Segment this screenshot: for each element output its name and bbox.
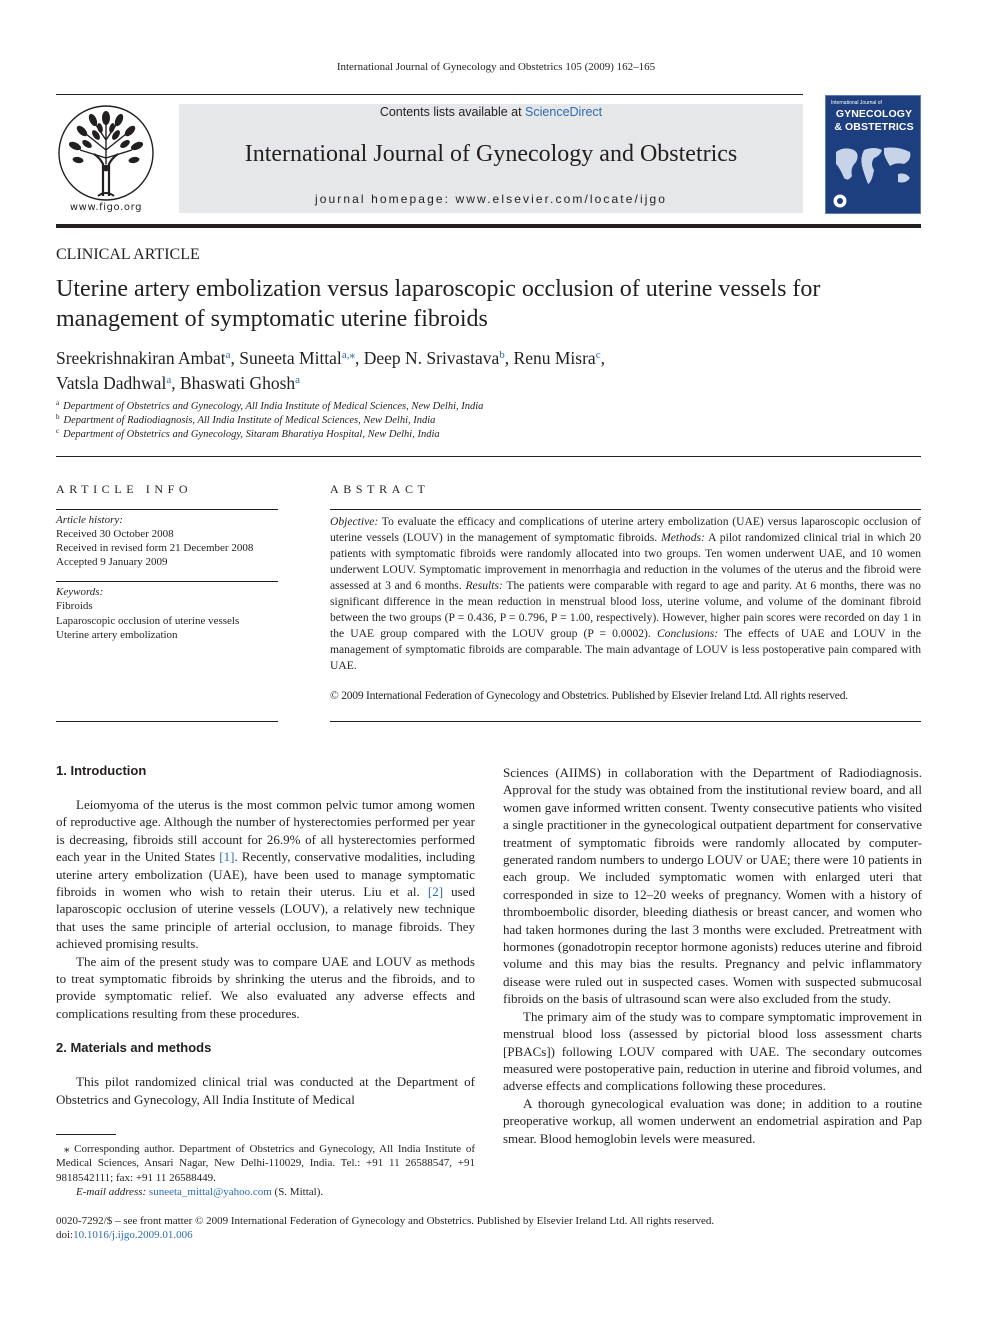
methods-paragraph: The primary aim of the study was to compare symptomatic improvement in menstrual blood loss (assessed by pictorial blood loss assessment charts [PBACs]) following LOUV compared with UAE. The secondary outcomes measured were postoperative pain, reduction in uterine and fibroid volumes, and adverse effects and complications following these procedures. [503, 1008, 922, 1094]
running-head: International Journal of Gynecology and Obstetrics 105 (2009) 162–165 [336, 61, 656, 73]
intro-paragraph: The aim of the present study was to compare UAE and LOUV as methods to treat symptomatic fibroids by shrinking the uterus and the fibroids, and to provide symptomatic relief. We also evaluated any adverse effects and complications resulting from these procedures. [56, 953, 475, 1021]
abstract-rule [330, 721, 921, 722]
article-info-rule [56, 581, 278, 582]
doi-prefix: doi: [56, 1229, 74, 1242]
journal-homepage[interactable]: journal homepage: www.elsevier.com/locate/ijgo [314, 192, 668, 206]
figo-tree-logo[interactable] [56, 104, 156, 214]
methods-paragraph: A thorough gynecological evaluation was done; in addition to a routine preoperative workup, all women underwent an endometrial aspiration and Pap smear. Blood hemoglobin levels were measured. [503, 1095, 922, 1146]
author-name[interactable]: Renu Misra [513, 348, 596, 368]
author-name[interactable]: Vatsla Dadhwal [56, 373, 167, 393]
section-heading-introduction: 1. Introduction [56, 763, 147, 778]
keyword[interactable]: Fibroids [56, 600, 93, 612]
section-heading-methods: 2. Materials and methods [56, 1040, 212, 1056]
author-name[interactable]: Suneeta Mittal [239, 348, 342, 368]
article-info-heading: ARTICLE INFO [56, 482, 193, 496]
abstract-results-label: Results: [465, 579, 503, 592]
abstract-conclusions: The effects of UAE and LOUV in the management of symptomatic fibroids are comparable. The main advantage of LOUV is less postoperative pain compared with UAE. [330, 627, 921, 672]
abstract-methods: A pilot randomized clinical trial in which 20 patients with symptomatic fibroids were randomly allocated into two groups. Ten women underwent UAE, and 10 women underwent LOUV. Symptomatic improvement in menorrhagia and reduction in the volumes of the uterus and the fibroid were assessed at 3 and 6 months. [330, 531, 921, 592]
keyword[interactable]: Uterine artery embolization [56, 629, 178, 641]
front-matter-line: 0020-7292/$ – see front matter © 2009 International Federation of Gynecology and Obstetrics. Published by Elsevier Ireland Ltd. All rights reserved. [56, 1215, 715, 1227]
author-affiliation-mark[interactable]: c [595, 349, 601, 361]
article-info-rule [56, 509, 278, 510]
journal-name: International Journal of Gynecology and Obstetrics [244, 141, 738, 167]
intro-text: . Recently, conservative modalities, including uterine artery embolization (UAE), have been used to manage symptomatic fibroids in women who wish to retain their uterus. Liu et al. [56, 849, 475, 900]
doi-link[interactable]: 10.1016/j.ijgo.2009.01.006 [73, 1229, 193, 1242]
footnote-mark: ⁎ [64, 1143, 70, 1155]
title-block-rule [56, 456, 921, 457]
cover-title-line-1: GYNECOLOGY [835, 108, 913, 120]
author-affiliation-mark[interactable]: a [295, 374, 301, 386]
abstract-heading: ABSTRACT [330, 482, 430, 496]
author-name[interactable]: Deep N. Srivastava [363, 348, 500, 368]
keyword[interactable]: Laparoscopic occlusion of uterine vessels [56, 615, 240, 627]
affiliation-mark: b [56, 413, 60, 421]
affiliation-text: Department of Radiodiagnosis, All India Institute of Medical Sciences, New Delhi, India [63, 415, 436, 426]
author-affiliation-mark[interactable]: a [225, 349, 231, 361]
citation-link[interactable]: [1] [219, 849, 235, 865]
email-label: E-mail address: [76, 1186, 147, 1199]
body-left-column [56, 762, 475, 1108]
methods-paragraph: Sciences (AIIMS) in collaboration with the Department of Radiodiagnosis. Approval for the study was obtained from the institutional review board, and all women gave informed written consent. Twenty consecutive patients who visited a single practitioner in the gynecological outpatient department for conservative treatment of symptomatic fibroids were randomly allocated by computer-generated random numbers to undergo LOUV or UAE; there were 10 patients in each group. We included symptomatic women with enlarged uteri that corresponded in size to 12–20 weeks of pregnancy. Women with a history of thromboembolic disorder, bleeding diathesis or breast cancer, and women who had taken hormones during the last 3 months were excluded. Pretreatment with hormones (gonadotropin receptor hormone agonists) reduces uterine and fibroid volume and this may bias the results. Pregnancy and pelvic inflammatory disease were ruled out in suspected cases. Women with suspected submucosal fibroids on the basis of ultrasound scan were also excluded from the study. [503, 765, 922, 1007]
article-info-rule [56, 721, 278, 722]
abstract-rule [330, 509, 921, 510]
corresponding-author-footnote [56, 1142, 475, 1200]
email-link[interactable]: suneeta_mittal@yahoo.com [148, 1186, 272, 1199]
cover-small-text: International Journal of [831, 100, 882, 106]
author-affiliation-mark[interactable]: b [499, 349, 505, 361]
affiliation [56, 427, 440, 440]
affiliation-mark: c [56, 427, 60, 435]
history-received: Received 30 October 2008 [56, 528, 174, 540]
journal-cover-world-map [830, 142, 918, 192]
header-thick-rule [56, 224, 921, 228]
intro-text: used laparoscopic occlusion of uterine vessels (LOUV), a relatively new technique that uses the same principle of arterial occlusion, to manage fibroids. They achieved promising results. [56, 884, 475, 952]
article-title: Uterine artery embolization versus laparoscopic occlusion of uterine vessels for management of symptomatic uterine fibroids [56, 276, 821, 332]
abstract-copyright: © 2009 International Federation of Gynecology and Obstetrics. Published by Elsevier Ireland Ltd. All rights reserved. [330, 689, 848, 702]
abstract-methods-label: Methods: [661, 531, 705, 544]
article-history-label: Article history: [56, 514, 123, 526]
abstract-conclusions-label: Conclusions: [656, 627, 719, 640]
affiliation [56, 399, 483, 412]
body-right-column [503, 764, 922, 1147]
affiliation-mark: a [56, 399, 60, 407]
figo-url[interactable]: www.figo.org [69, 202, 143, 213]
email-suffix: (S. Mittal). [271, 1186, 324, 1199]
history-accepted: Accepted 9 January 2009 [56, 556, 168, 568]
author-affiliation-mark[interactable]: a [166, 374, 172, 386]
footnote-rule [56, 1134, 116, 1135]
affiliation [56, 413, 435, 426]
methods-paragraph: This pilot randomized clinical trial was conducted at the Department of Obstetrics and Gynecology, All India Institute of Medical [56, 1074, 475, 1107]
author-name[interactable]: Bhaswati Ghosh [179, 373, 296, 393]
author-name[interactable]: Sreekrishnakiran Ambat [56, 348, 226, 368]
article-type: CLINICAL ARTICLE [56, 246, 200, 263]
citation-link[interactable]: [2] [427, 884, 444, 900]
intro-paragraph [56, 796, 475, 953]
header-rule [56, 94, 803, 95]
abstract-objective-label: Objective: [330, 515, 379, 528]
keywords-label: Keywords: [56, 586, 104, 598]
contents-line [179, 105, 803, 119]
front-matter [56, 1214, 714, 1242]
abstract-objective: To evaluate the efficacy and complications of uterine artery embolization (UAE) versus laparoscopic occlusion of uterine vessels (LOUV) in the management of symptomatic fibroids. [330, 515, 921, 544]
author-affiliation-mark[interactable]: a,⁎ [341, 349, 355, 361]
journal-cover[interactable] [825, 95, 921, 214]
sciencedirect-link[interactable]: ScienceDirect [525, 105, 603, 119]
cover-seal-icon [832, 193, 848, 209]
history-revised: Received in revised form 21 December 2008 [56, 542, 254, 554]
abstract-text [330, 514, 921, 674]
author-list: Sreekrishnakiran Ambat$^a$, Suneeta Mittal$^{a,⁎}$, Deep N. Srivastava$^b$, Renu Misra$^c$, Vatsla Dadhwal$^a$, Bhaswati Ghosh$^a$ [56, 348, 605, 393]
intro-text: Leiomyoma of the uterus is the most common pelvic tumor among women of reproductive age. Although the number of hysterectomies performed per year is decreasing, fibroids still account for 26.9% of all hysterectomies performed each year in the United States [56, 797, 475, 865]
abstract-results: The patients were comparable with regard to age and parity. At 6 months, there was no significant difference in the mean reduction in menstrual blood loss, uterine volume, and volume of the dominant fibroid between the two groups (P = 0.436, P = 0.796, P = 1.00, respectively). However, higher pain scores were recorded on day 1 in the UAE group compared with the LOUV group (P = 0.0002). [330, 579, 921, 640]
affiliation-text: Department of Obstetrics and Gynecology, Sitaram Bharatiya Hospital, New Delhi, India [63, 429, 440, 440]
cover-title-line-2: & OBSTETRICS [834, 121, 914, 133]
footnote-text: Corresponding author. Department of Obstetrics and Gynecology, All India Institute of Medical Sciences, Ansari Nagar, New Delhi-110029, India. Tel.: +91 11 26588547, +91 9818542111; fax: +91 11 26588449. [56, 1143, 475, 1184]
contents-prefix: Contents lists available at [379, 105, 526, 119]
affiliation-text: Department of Obstetrics and Gynecology, All India Institute of Medical Sciences, New Delhi, India [63, 401, 484, 412]
